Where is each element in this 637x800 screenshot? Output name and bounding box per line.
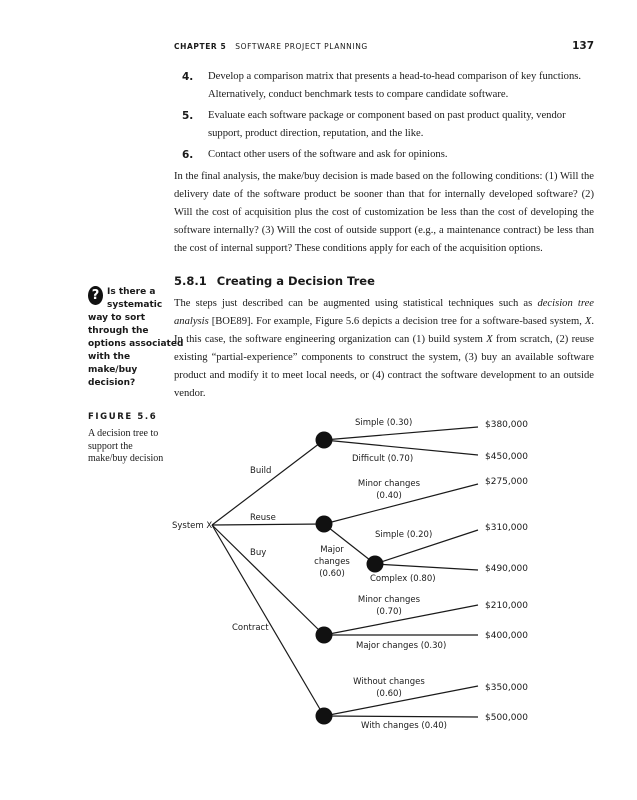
list-item-text: Develop a comparison matrix that presents a head-to-head comparison of key functions. Alternatively, conduct benchmark tests to compare candidate software.: [208, 71, 582, 100]
margin-note-line: options associated: [88, 339, 184, 349]
margin-note-line: systematic: [107, 300, 163, 310]
list-item-text: Contact other users of the software and ask for opinions.: [208, 149, 448, 160]
chapter-label: CHAPTER 5: [174, 42, 227, 51]
edge-build-difficult: [324, 440, 478, 455]
section-number: 5.8.1: [174, 274, 207, 288]
emphasis-system: X: [584, 316, 592, 327]
outcome-label: Minor changes: [357, 595, 421, 605]
outcome-label: Major changes (0.30): [356, 641, 447, 651]
payoff-value: $400,000: [485, 631, 528, 641]
branch-reuse: [212, 524, 324, 525]
paragraph-conditions: In the final analysis, the make/buy decision is made based on the following conditions: (1) Will the delivery date of the software product be sooner than that for internally developed software? (2) Will the cost of acquisition plus the cost of customization be less than the cost of developing the software internally? (3) Will the cost of outside support (e.g., a maintenance contract) be less than the cost of internal support? These conditions apply for each of the acquisition options.: [174, 171, 594, 254]
outcome-label: changes: [314, 557, 350, 567]
chapter-title: SOFTWARE PROJECT PLANNING: [235, 42, 368, 51]
outcome-label: (0.70): [376, 607, 402, 617]
payoff-value: $275,000: [485, 477, 528, 487]
option-reuse-label: Reuse: [250, 513, 276, 523]
payoff-value: $450,000: [485, 452, 528, 462]
list-item-number: 4.: [182, 71, 194, 83]
payoff-value: $310,000: [485, 523, 528, 533]
outcome-label: Simple (0.20): [375, 530, 433, 540]
chance-node-contract: [316, 708, 333, 725]
outcome-label: (0.60): [376, 689, 402, 699]
chance-node-build: [316, 432, 333, 449]
option-build-label: Build: [250, 466, 272, 476]
option-contract-label: Contract: [232, 623, 269, 633]
root-label: System X: [172, 521, 213, 531]
outcome-label: (0.60): [319, 569, 345, 579]
outcome-label: Without changes: [353, 677, 425, 687]
outcome-label: Minor changes: [357, 479, 421, 489]
option-buy-label: Buy: [250, 548, 267, 558]
payoff-value: $350,000: [485, 683, 528, 693]
margin-note-line: with the: [88, 352, 131, 362]
figure-caption: A decision tree to support the make/buy decision: [88, 428, 164, 464]
branch-contract: [212, 525, 324, 716]
figure-label: FIGURE 5.6: [88, 412, 158, 422]
outcome-label: (0.40): [376, 491, 402, 501]
outcome-label: Difficult (0.70): [352, 454, 414, 464]
payoff-value: $490,000: [485, 564, 528, 574]
emphasis-system: X: [486, 334, 493, 345]
chance-node-reuse: [316, 516, 333, 533]
margin-note-line: through the: [88, 326, 149, 336]
chance-node-buy: [316, 627, 333, 644]
payoff-value: $210,000: [485, 601, 528, 611]
payoff-value: $500,000: [485, 713, 528, 723]
edge-major-complex: [375, 564, 478, 570]
page-number: 137: [572, 40, 594, 52]
outcome-label: With changes (0.40): [361, 721, 447, 731]
payoff-value: $380,000: [485, 420, 528, 430]
margin-note-line: make/buy: [88, 365, 138, 375]
list-item-text: Evaluate each software package or component based on past product quality, vendor support, product direction, reputation, and the like.: [208, 110, 566, 139]
list-item-number: 6.: [182, 149, 194, 161]
paragraph-decision-tree: The steps just described can be augmented using statistical techniques such as decision tree analysis [BOE89]. For example, Figure 5.6 depicts a decision tree for a software-based system, X. In this case, the software engineering organization can (1) build system X from scratch, (2) reuse existing “partial-experience” components to construct the system, (3) buy an available software product and modify it to meet local needs, or (4) contract the software development to an outside vendor.: [174, 298, 595, 399]
edge-reuse-minor: [324, 484, 478, 524]
margin-note-line: decision?: [88, 378, 136, 388]
branch-buy: [212, 525, 324, 635]
question-mark-icon: ?: [88, 286, 103, 305]
margin-note-line: way to sort: [88, 313, 146, 323]
outcome-label: Complex (0.80): [370, 574, 436, 584]
margin-note-line: Is there a: [107, 287, 156, 297]
chance-node-major-changes: [367, 556, 384, 573]
outcome-label: Simple (0.30): [355, 418, 413, 428]
list-item-number: 5.: [182, 110, 194, 122]
section-title: Creating a Decision Tree: [216, 274, 375, 288]
emphasis-term: decision tree analysis: [174, 298, 595, 327]
edge-contract-with: [324, 716, 478, 717]
outcome-label: Major: [320, 545, 344, 555]
edge-build-simple: [324, 427, 478, 440]
